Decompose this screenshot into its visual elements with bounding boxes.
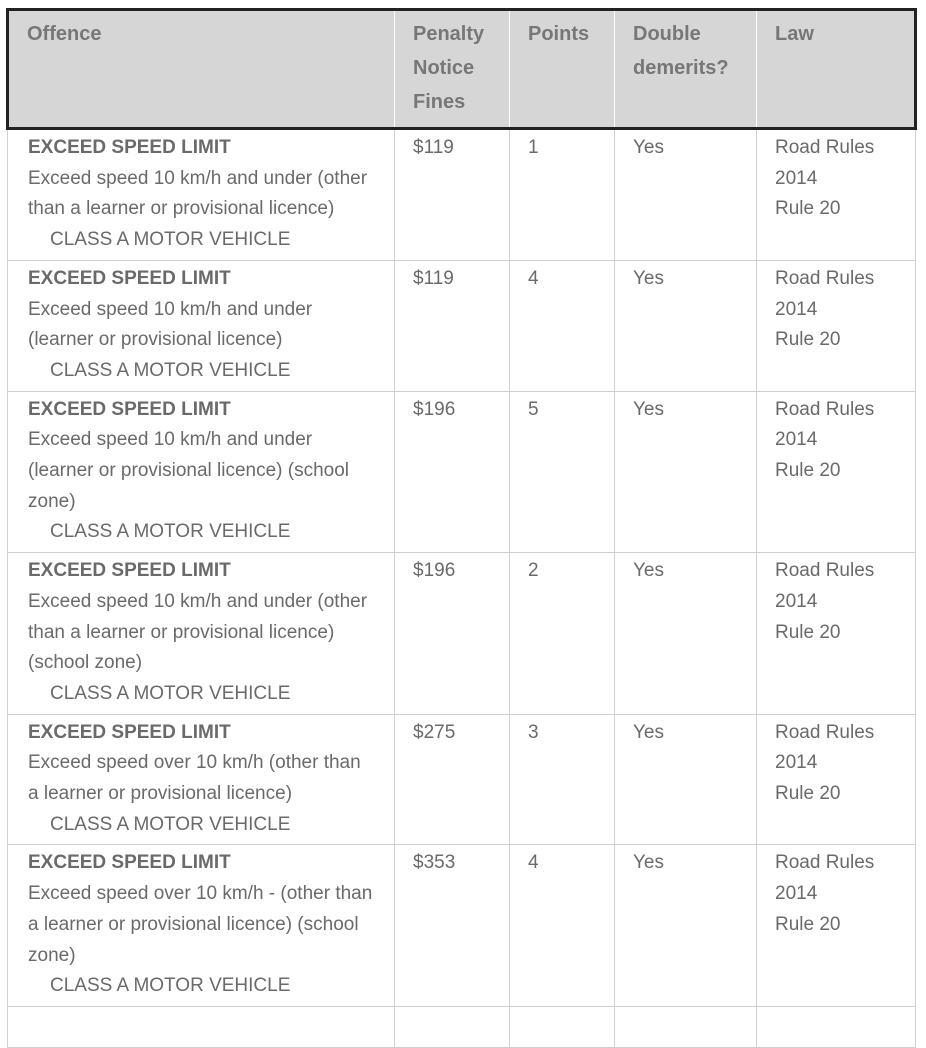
- double-demerits-cell: Yes: [615, 845, 757, 1007]
- fine-cell: $196: [395, 391, 510, 553]
- table-row: [8, 129, 916, 261]
- offence-title: EXCEED SPEED LIMIT: [28, 398, 231, 420]
- empty-cell: [395, 1006, 510, 1047]
- law-line: Rule 20: [775, 329, 841, 351]
- empty-cell: [615, 1006, 757, 1047]
- law-line: 2014: [775, 167, 818, 189]
- offence-cell: [8, 553, 395, 715]
- vehicle-class: CLASS A MOTOR VEHICLE: [50, 521, 291, 543]
- offence-cell: [8, 845, 395, 1007]
- law-line: Rule 20: [775, 913, 841, 935]
- law-line: 2014: [775, 590, 818, 612]
- vehicle-class: CLASS A MOTOR VEHICLE: [50, 359, 291, 381]
- law-line: Rule 20: [775, 621, 841, 643]
- law-line: Road Rules: [775, 137, 875, 158]
- vehicle-class: CLASS A MOTOR VEHICLE: [50, 682, 291, 704]
- vehicle-class: CLASS A MOTOR VEHICLE: [50, 975, 291, 997]
- double-demerits-cell: Yes: [615, 391, 757, 553]
- table-row: [8, 553, 916, 715]
- law-line: Road Rules: [775, 267, 875, 289]
- header-penalty-notice-fines: Penalty Notice Fines: [395, 10, 510, 129]
- points-cell: 5: [510, 391, 615, 553]
- table-body: [8, 129, 916, 1048]
- law-line: Road Rules: [775, 852, 875, 874]
- law-cell: [757, 714, 916, 845]
- vehicle-class: CLASS A MOTOR VEHICLE: [50, 229, 291, 251]
- penalty-table-container: [6, 8, 914, 1048]
- empty-cell: [757, 1006, 916, 1047]
- header-points: Points: [510, 10, 615, 129]
- penalty-table: [6, 8, 917, 1048]
- offence-description: Exceed speed 10 km/h and under (learner or provisional licence): [28, 298, 313, 351]
- offence-title: EXCEED SPEED LIMIT: [28, 721, 231, 743]
- offence-description: Exceed speed over 10 km/h - (other than a learner or provisional licence) (school zone): [28, 883, 373, 966]
- header-row: [8, 10, 916, 129]
- header-double-demerits: Double demerits?: [615, 10, 757, 129]
- points-cell: 4: [510, 260, 615, 391]
- double-demerits-cell: Yes: [615, 129, 757, 261]
- table-row-partial: [8, 1006, 916, 1047]
- points-cell: 3: [510, 714, 615, 845]
- offence-description: Exceed speed 10 km/h and under (other than a learner or provisional licence) (school zone): [28, 590, 368, 674]
- table-header: [8, 10, 916, 129]
- offence-title: EXCEED SPEED LIMIT: [28, 852, 231, 874]
- offence-title: EXCEED SPEED LIMIT: [28, 560, 231, 582]
- double-demerits-cell: Yes: [615, 553, 757, 715]
- vehicle-class: CLASS A MOTOR VEHICLE: [50, 813, 291, 835]
- law-line: Rule 20: [775, 198, 841, 220]
- table-row: [8, 714, 916, 845]
- law-line: Road Rules: [775, 560, 875, 582]
- header-law: Law: [757, 10, 916, 129]
- double-demerits-cell: Yes: [615, 260, 757, 391]
- fine-cell: $275: [395, 714, 510, 845]
- offence-title: EXCEED SPEED LIMIT: [28, 137, 231, 158]
- table-row: [8, 260, 916, 391]
- law-line: 2014: [775, 752, 818, 774]
- points-cell: 2: [510, 553, 615, 715]
- offence-cell: [8, 391, 395, 553]
- law-line: Rule 20: [775, 460, 841, 482]
- law-line: 2014: [775, 298, 818, 320]
- empty-cell: [510, 1006, 615, 1047]
- law-line: Road Rules: [775, 721, 875, 743]
- offence-cell: [8, 129, 395, 261]
- law-line: Rule 20: [775, 783, 841, 805]
- table-row: [8, 391, 916, 553]
- fine-cell: $196: [395, 553, 510, 715]
- offence-cell: [8, 714, 395, 845]
- offence-cell: [8, 260, 395, 391]
- table-row: [8, 845, 916, 1007]
- law-cell: [757, 260, 916, 391]
- offence-description: Exceed speed 10 km/h and under (other than a learner or provisional licence): [28, 167, 368, 220]
- law-line: 2014: [775, 429, 818, 451]
- law-cell: [757, 129, 916, 261]
- fine-cell: $119: [395, 129, 510, 261]
- law-cell: [757, 553, 916, 715]
- offence-title: EXCEED SPEED LIMIT: [28, 267, 231, 289]
- header-offence: Offence: [8, 10, 395, 129]
- empty-cell: [8, 1006, 395, 1047]
- law-line: Road Rules: [775, 398, 875, 420]
- double-demerits-cell: Yes: [615, 714, 757, 845]
- points-cell: 1: [510, 129, 615, 261]
- offence-description: Exceed speed over 10 km/h (other than a learner or provisional licence): [28, 752, 361, 805]
- law-cell: [757, 391, 916, 553]
- offence-description: Exceed speed 10 km/h and under (learner or provisional licence) (school zone): [28, 429, 350, 512]
- fine-cell: $119: [395, 260, 510, 391]
- fine-cell: $353: [395, 845, 510, 1007]
- law-cell: [757, 845, 916, 1007]
- law-line: 2014: [775, 883, 818, 905]
- points-cell: 4: [510, 845, 615, 1007]
